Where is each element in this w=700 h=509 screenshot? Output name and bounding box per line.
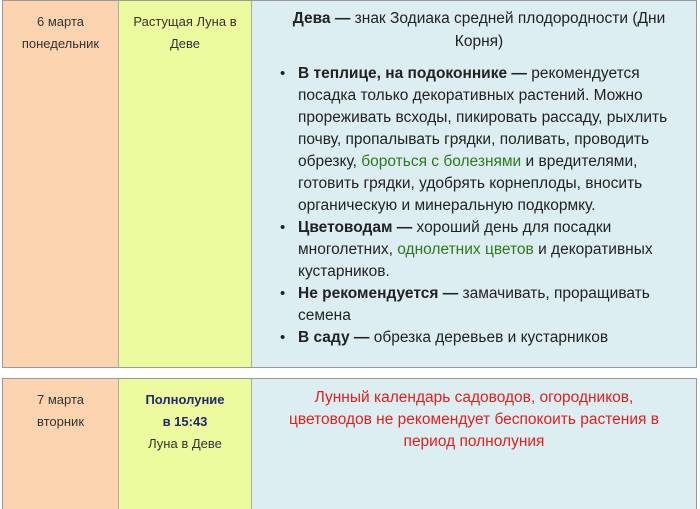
zodiac-description: знак Зодиака средней плодородности (Дни Корня)	[350, 10, 666, 50]
recommendations-cell	[252, 1, 696, 367]
item-text: замачивать, проращивать семена	[298, 285, 650, 324]
zodiac-heading	[272, 7, 686, 53]
list-item	[278, 327, 686, 349]
item-text: рекомендуется посадка только декоративных растений. Можно прореживать всходы, пикировать рассаду, рыхлить почву, пропалывать грядки, поливать, проводить обрезку,	[298, 65, 668, 170]
weekday-label: понедельник	[21, 36, 100, 51]
recommendations-cell	[252, 379, 696, 509]
full-moon-label: Полнолуние	[145, 392, 225, 407]
list-item	[278, 283, 686, 327]
moon-sign-label: Луна в Деве	[148, 436, 222, 451]
date-cell	[3, 379, 119, 509]
item-title: Не рекомендуется —	[298, 285, 459, 302]
moon-phase-line1: Растущая Луна в	[133, 14, 237, 29]
list-item	[278, 217, 686, 283]
item-text: обрезка деревьев и кустарников	[369, 329, 609, 346]
zodiac-sign: Дева —	[292, 10, 351, 27]
calendar-row-march-6	[2, 0, 697, 368]
moon-phase-cell	[119, 379, 252, 509]
date-cell	[3, 1, 119, 367]
diseases-link[interactable]: бороться с болезнями	[361, 153, 522, 170]
full-moon-warning: Лунный календарь садоводов, огородников, цветоводов не рекомендует беспокоить растения в период полнолуния	[289, 389, 659, 450]
annual-flowers-link[interactable]: однолетних цветов	[397, 241, 534, 258]
date-label: 6 марта	[37, 14, 84, 29]
item-title: В саду —	[298, 329, 370, 346]
full-moon-time: в 15:43	[162, 414, 208, 429]
moon-phase-cell	[119, 1, 252, 367]
list-item	[278, 63, 686, 217]
item-text: и декоративных кустарников.	[298, 241, 653, 280]
item-title: Цветоводам —	[298, 219, 413, 236]
calendar-row-march-7	[2, 378, 697, 509]
item-title: В теплице, на подоконнике —	[298, 65, 527, 82]
weekday-label: вторник	[36, 414, 85, 429]
item-text: хороший день для посадки многолетних,	[298, 219, 612, 258]
item-text: и вредителями, готовить грядки, удобрять корнеплоды, вносить органическую и минеральную подкормку.	[298, 153, 643, 214]
moon-phase-line2: Деве	[169, 36, 201, 51]
recommendation-list	[272, 63, 686, 349]
date-label: 7 марта	[37, 392, 84, 407]
